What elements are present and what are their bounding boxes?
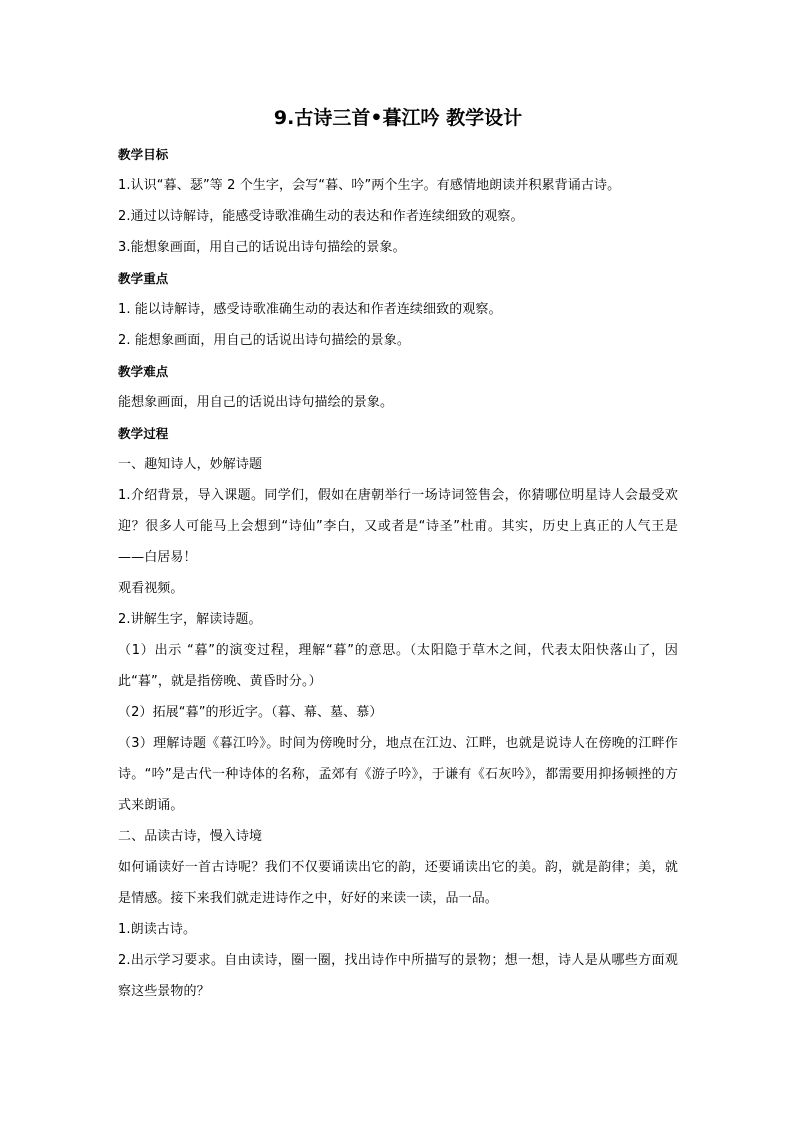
section-heading-process: 教学过程 — [118, 426, 169, 441]
paragraph: 能想象画面，用自己的话说出诗句描绘的景象。 — [118, 395, 394, 410]
paragraph: 2.出示学习要求。自由读诗，圈一圈，找出诗作中所描写的景物；想一想，诗人是从哪些方面观察这些景物的？ — [118, 953, 678, 999]
paragraph: 1.朗读古诗。 — [118, 922, 197, 937]
paragraph: 3.能想象画面，用自己的话说出诗句描绘的景象。 — [118, 240, 406, 255]
paragraph: 二、品读古诗，慢入诗境 — [118, 829, 263, 844]
paragraph: 观看视频。 — [118, 581, 184, 596]
paragraph: （3）理解诗题《暮江吟》。时间为傍晚时分，地点在江边、江畔，也就是说诗人在傍晚的江畔作诗。“吟”是古代一种诗体的名称，孟郊有《游子吟》，于谦有《石灰吟》，都需要用抑扬顿挫的方式来朗诵。 — [118, 736, 678, 813]
paragraph: 2. 能想象画面，用自己的话说出诗句描绘的景象。 — [118, 333, 410, 348]
paragraph: 2.通过以诗解诗，能感受诗歌准确生动的表达和作者连续细致的观察。 — [118, 209, 524, 224]
section-heading-difficulties: 教学难点 — [118, 364, 169, 379]
document-title: 9.古诗三首•暮江吟 教学设计 — [273, 107, 523, 129]
paragraph: 1. 能以诗解诗，感受诗歌准确生动的表达和作者连续细致的观察。 — [118, 302, 502, 317]
section-heading-key-points: 教学重点 — [118, 271, 169, 286]
section-heading-teaching-goals: 教学目标 — [118, 147, 169, 162]
document-body — [118, 139, 678, 1007]
paragraph: 1.介绍背景，导入课题。同学们，假如在唐朝举行一场诗词签售会，你猜哪位明星诗人会最受欢迎？很多人可能马上会想到“诗仙”李白，又或者是“诗圣”杜甫。其实，历史上真正的人气王是——白居易！ — [118, 488, 678, 565]
paragraph: 1.认识“暮、瑟”等 2 个生字，会写“暮、吟”两个生字。有感情地朗读并积累背诵古诗。 — [118, 178, 621, 193]
paragraph: 如何诵读好一首古诗呢？我们不仅要诵读出它的韵，还要诵读出它的美。韵，就是韵律；美，就是情感。接下来我们就走进诗作之中，好好的来读一读，品一品。 — [118, 860, 678, 906]
paragraph: 一、趣知诗人，妙解诗题 — [118, 457, 263, 472]
paragraph: 2.讲解生字，解读诗题。 — [118, 612, 262, 627]
paragraph: （2）拓展“暮”的形近字。（暮、幕、墓、慕） — [118, 705, 383, 720]
paragraph: （1）出示 “暮”的演变过程，理解“暮”的意思。（太阳隐于草木之间，代表太阳快落山了，因此“暮”，就是指傍晚、黄昏时分。） — [118, 643, 678, 689]
